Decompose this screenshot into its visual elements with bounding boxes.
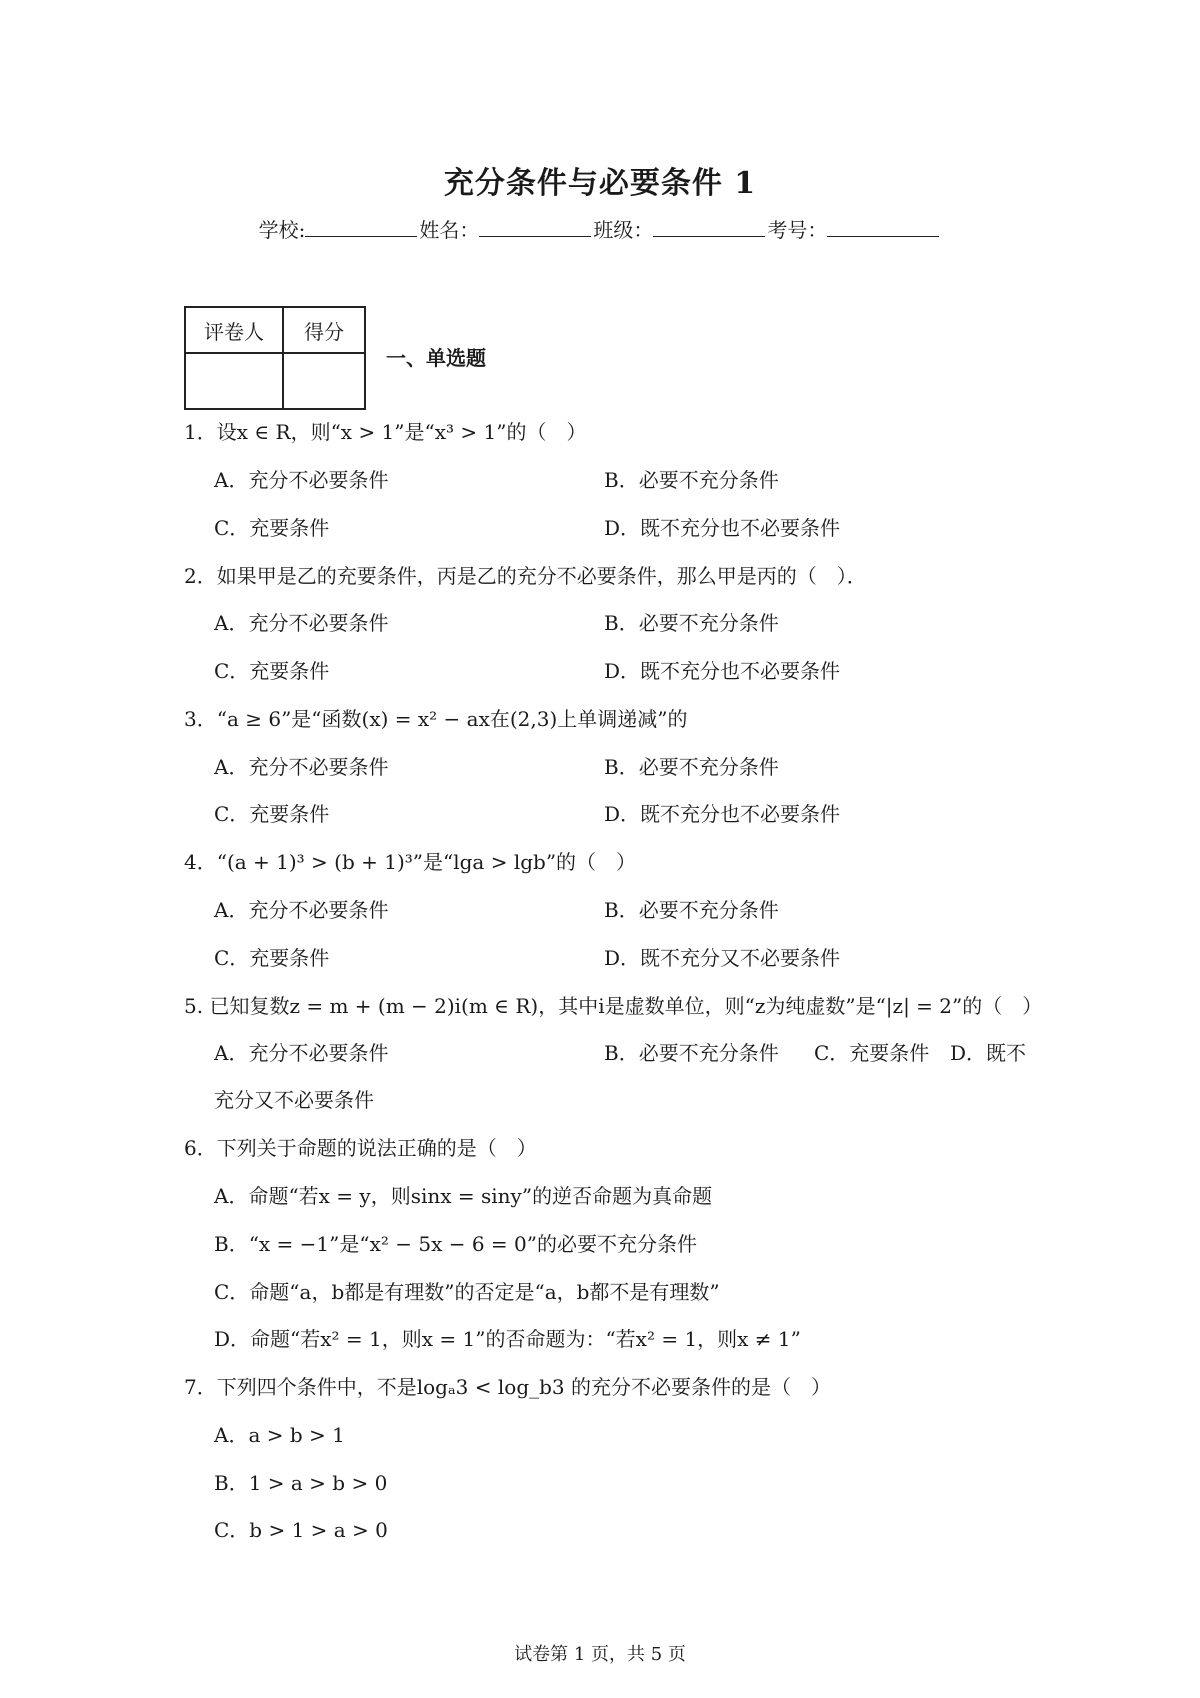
question-2-option-a[interactable]: A．充分不必要条件 [214, 611, 389, 635]
question-4-stem: 4．“(a + 1)³ > (b + 1)³”是“lga > lgb”的（ ） [184, 850, 637, 874]
name-blank[interactable] [479, 218, 591, 237]
question-1-option-b[interactable]: B．必要不充分条件 [604, 468, 779, 492]
question-2-stem: 2．如果甲是乙的充要条件，丙是乙的充分不必要条件，那么甲是丙的（ ）． [184, 564, 867, 588]
exam-number-label: 考号： [767, 218, 828, 242]
question-1-option-a[interactable]: A．充分不必要条件 [214, 468, 389, 492]
question-7-stem: 7．下列四个条件中，不是logₐ3 < log_b3 的充分不必要条件的是（ ） [184, 1375, 832, 1399]
question-1-option-d[interactable]: D．既不充分也不必要条件 [604, 516, 841, 540]
name-label: 姓名： [419, 218, 480, 242]
school-label: 学校: [258, 218, 306, 242]
question-5-option-b[interactable]: B．必要不充分条件 [604, 1041, 779, 1065]
question-3-option-d[interactable]: D．既不充分也不必要条件 [604, 802, 841, 826]
question-6-option-b[interactable]: B．“x = −1”是“x² − 5x − 6 = 0”的必要不充分条件 [214, 1232, 697, 1256]
question-6-option-d[interactable]: D．命题“若x² = 1，则x = 1”的否命题为：“若x² = 1，则x ≠ 1” [214, 1327, 801, 1351]
question-5-option-d-continued[interactable]: 充分又不必要条件 [214, 1088, 374, 1112]
question-4-option-b[interactable]: B．必要不充分条件 [604, 898, 779, 922]
question-7-option-a[interactable]: A．a > b > 1 [214, 1423, 345, 1447]
exam-number-blank[interactable] [827, 218, 939, 237]
question-5-option-d[interactable]: D．既不 [950, 1041, 1027, 1065]
class-blank[interactable] [653, 218, 765, 237]
question-6-option-a[interactable]: A．命题“若x = y，则sinx = siny”的逆否命题为真命题 [214, 1184, 713, 1208]
grader-cell[interactable] [185, 353, 283, 409]
question-2-option-d[interactable]: D．既不充分也不必要条件 [604, 659, 841, 683]
school-blank[interactable] [305, 218, 417, 237]
score-header: 得分 [283, 307, 365, 353]
question-4-option-a[interactable]: A．充分不必要条件 [214, 898, 389, 922]
question-3-option-a[interactable]: A．充分不必要条件 [214, 755, 389, 779]
question-6-stem: 6．下列关于命题的说法正确的是（ ） [184, 1136, 537, 1160]
question-5-option-a[interactable]: A．充分不必要条件 [214, 1041, 389, 1065]
grader-header: 评卷人 [185, 307, 283, 353]
section-heading: 一、单选题 [386, 346, 486, 370]
question-5-option-c[interactable]: C．充要条件 [814, 1041, 930, 1065]
question-3-option-b[interactable]: B．必要不充分条件 [604, 755, 779, 779]
question-7-option-c[interactable]: C．b > 1 > a > 0 [214, 1518, 388, 1542]
class-label: 班级： [593, 218, 654, 242]
grader-table [184, 306, 366, 410]
question-2-option-b[interactable]: B．必要不充分条件 [604, 611, 779, 635]
question-6-option-c[interactable]: C．命题“a，b都是有理数”的否定是“a，b都不是有理数” [214, 1280, 720, 1304]
question-4-option-d[interactable]: D．既不充分又不必要条件 [604, 946, 841, 970]
score-cell[interactable] [283, 353, 365, 409]
question-4-option-c[interactable]: C．充要条件 [214, 946, 330, 970]
question-1-stem: 1．设x ∈ R，则“x > 1”是“x³ > 1”的（ ） [184, 420, 587, 444]
page-title: 充分条件与必要条件 1 [443, 166, 757, 201]
student-info-line [0, 214, 1200, 243]
question-2-option-c[interactable]: C．充要条件 [214, 659, 330, 683]
question-3-option-c[interactable]: C．充要条件 [214, 802, 330, 826]
page-footer: 试卷第 1 页，共 5 页 [514, 1644, 686, 1665]
question-5-stem: 5. 已知复数z = m + (m − 2)i(m ∈ R)，其中i是虚数单位，则“z为纯虚数”是“|z| = 2”的（ ） [184, 994, 1043, 1018]
question-3-stem: 3．“a ≥ 6”是“函数(x) = x² − ax在(2,3)上单调递减”的 [184, 707, 688, 731]
question-7-option-b[interactable]: B．1 > a > b > 0 [214, 1471, 388, 1495]
question-1-option-c[interactable]: C．充要条件 [214, 516, 330, 540]
